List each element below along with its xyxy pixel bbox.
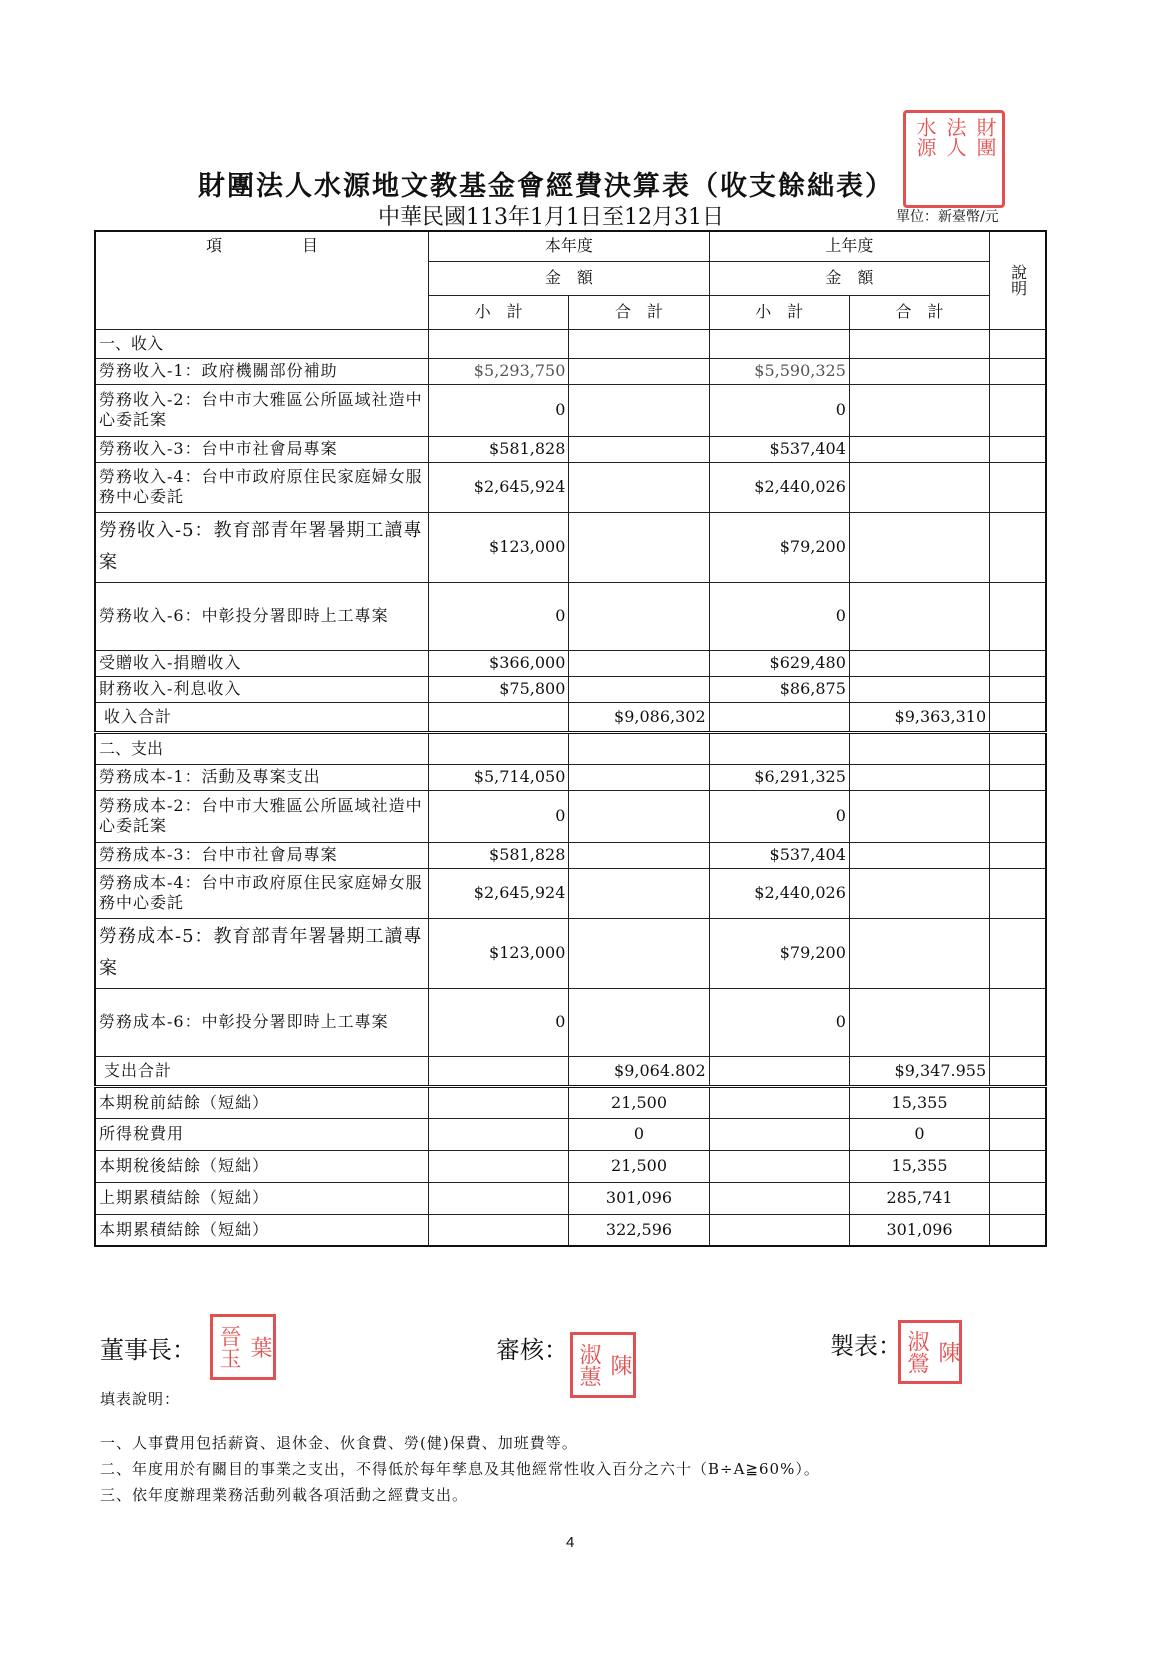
row-current-subtotal: $2,645,924: [429, 868, 569, 918]
header-prior-year: 上年度: [709, 231, 990, 261]
seal-text: 財團: [973, 117, 997, 157]
row-prior-subtotal: $6,291,325: [709, 764, 849, 790]
page-number: 4: [566, 1534, 575, 1551]
summary-row: [95, 1150, 1046, 1182]
summary-label: 所得稅費用: [95, 1118, 429, 1150]
row-prior-subtotal: 0: [709, 988, 849, 1056]
summary-row: [95, 1214, 1046, 1246]
table-row: [95, 358, 1046, 384]
row-current-subtotal: $366,000: [429, 650, 569, 676]
reviewer-seal-stamp: [570, 1332, 636, 1398]
table-row: [95, 918, 1046, 988]
row-item: 勞務成本-5：教育部青年署暑期工讀專案: [95, 918, 429, 988]
expense-total-prior: $9,347.955: [849, 1056, 989, 1086]
row-prior-subtotal: 0: [709, 384, 849, 436]
row-current-subtotal: 0: [429, 790, 569, 842]
header-note: 說明: [990, 231, 1046, 329]
summary-current: 21,500: [569, 1086, 709, 1118]
income-section-label: 一、收入: [95, 329, 429, 358]
row-current-subtotal: $5,714,050: [429, 764, 569, 790]
row-current-subtotal: $581,828: [429, 436, 569, 462]
reviewer-signature-label: 審核：: [496, 1336, 568, 1364]
currency-unit: 單位：新臺幣/元: [896, 209, 999, 225]
seal-text: 法人: [943, 117, 967, 157]
preparer-signature-label: 製表：: [830, 1332, 902, 1360]
preparer-seal-stamp: [898, 1320, 962, 1384]
income-total-current: $9,086,302: [569, 702, 709, 732]
table-row: [95, 462, 1046, 512]
table-row: [95, 790, 1046, 842]
summary-current: 21,500: [569, 1150, 709, 1182]
expense-section-label: 二、支出: [95, 732, 429, 764]
seal-text: 陳: [607, 1354, 632, 1376]
expense-total-current: $9,064.802: [569, 1056, 709, 1086]
seal-text: 淑蕙: [576, 1343, 601, 1387]
row-prior-subtotal: $5,590,325: [709, 358, 849, 384]
summary-row: [95, 1086, 1046, 1118]
table-row: [95, 582, 1046, 650]
summary-prior: 15,355: [849, 1150, 989, 1182]
income-total-row: [95, 702, 1046, 732]
row-item: 勞務成本-4：台中市政府原住民家庭婦女服務中心委託: [95, 868, 429, 918]
income-total-label: 收入合計: [95, 702, 429, 732]
seal-text: 陳: [935, 1341, 960, 1363]
table-row: [95, 988, 1046, 1056]
row-prior-subtotal: 0: [709, 790, 849, 842]
summary-current: 0: [569, 1118, 709, 1150]
row-prior-subtotal: $537,404: [709, 436, 849, 462]
summary-current: 301,096: [569, 1182, 709, 1214]
summary-row: [95, 1118, 1046, 1150]
row-item: 勞務成本-2：台中市大雅區公所區域社造中心委託案: [95, 790, 429, 842]
row-current-subtotal: 0: [429, 384, 569, 436]
seal-text: 葉: [247, 1336, 272, 1358]
summary-prior: 285,741: [849, 1182, 989, 1214]
header-amount-prior: 金 額: [709, 261, 990, 295]
seal-text: 淑鶯: [904, 1330, 929, 1374]
table-row: [95, 868, 1046, 918]
row-current-subtotal: $2,645,924: [429, 462, 569, 512]
table-row: [95, 676, 1046, 702]
header-subtotal-current: 小 計: [429, 295, 569, 329]
row-current-subtotal: 0: [429, 582, 569, 650]
header-amount-current: 金 額: [429, 261, 710, 295]
fiscal-period: 中華民國113年1月1日至12月31日: [378, 205, 724, 230]
note-line: 二、年度用於有關目的事業之支出，不得低於每年孳息及其他經常性收入百分之六十（B÷A≧60%）。: [100, 1460, 820, 1478]
document-title: 財團法人水源地文教基金會經費決算表（收支餘絀表）: [198, 171, 894, 202]
row-item: 勞務成本-3：台中市社會局專案: [95, 842, 429, 868]
row-prior-subtotal: $2,440,026: [709, 868, 849, 918]
row-prior-subtotal: $2,440,026: [709, 462, 849, 512]
header-current-year: 本年度: [429, 231, 710, 261]
chairman-seal-stamp: [210, 1314, 276, 1380]
row-item: 勞務收入-3：台中市社會局專案: [95, 436, 429, 462]
summary-label: 上期累積結餘（短絀）: [95, 1182, 429, 1214]
row-current-subtotal: $75,800: [429, 676, 569, 702]
row-item: 勞務收入-5：教育部青年署暑期工讀專案: [95, 512, 429, 582]
row-prior-subtotal: $86,875: [709, 676, 849, 702]
row-item: 勞務收入-1：政府機關部份補助: [95, 358, 429, 384]
row-current-subtotal: $581,828: [429, 842, 569, 868]
row-current-subtotal: $123,000: [429, 512, 569, 582]
chairman-signature-label: 董事長：: [100, 1336, 196, 1364]
note-line: 一、人事費用包括薪資、退休金、伙食費、勞(健)保費、加班費等。: [100, 1434, 578, 1452]
row-item: 勞務成本-6：中彰投分署即時上工專案: [95, 988, 429, 1056]
income-total-prior: $9,363,310: [849, 702, 989, 732]
row-item: 受贈收入-捐贈收入: [95, 650, 429, 676]
row-item: 財務收入-利息收入: [95, 676, 429, 702]
foundation-seal-stamp: [903, 110, 1005, 208]
summary-current: 322,596: [569, 1214, 709, 1246]
table-row: [95, 436, 1046, 462]
budget-statement-table: [94, 230, 1047, 1247]
header-subtotal-prior: 小 計: [709, 295, 849, 329]
seal-text: 水源: [913, 117, 937, 157]
summary-row: [95, 1182, 1046, 1214]
note-line: 三、依年度辦理業務活動列載各項活動之經費支出。: [100, 1486, 469, 1504]
table-row: [95, 650, 1046, 676]
table-row: [95, 512, 1046, 582]
table-row: [95, 764, 1046, 790]
notes-heading: 填表說明：: [100, 1390, 181, 1408]
expense-total-row: [95, 1056, 1046, 1086]
row-prior-subtotal: $79,200: [709, 918, 849, 988]
row-item: 勞務收入-4：台中市政府原住民家庭婦女服務中心委託: [95, 462, 429, 512]
row-prior-subtotal: $537,404: [709, 842, 849, 868]
row-current-subtotal: $123,000: [429, 918, 569, 988]
summary-label: 本期稅後結餘（短絀）: [95, 1150, 429, 1182]
summary-label: 本期稅前結餘（短絀）: [95, 1086, 429, 1118]
summary-prior: 0: [849, 1118, 989, 1150]
row-item: 勞務成本-1：活動及專案支出: [95, 764, 429, 790]
summary-prior: 15,355: [849, 1086, 989, 1118]
summary-label: 本期累積結餘（短絀）: [95, 1214, 429, 1246]
row-prior-subtotal: $629,480: [709, 650, 849, 676]
row-current-subtotal: $5,293,750: [429, 358, 569, 384]
header-item: 項 目: [95, 231, 429, 329]
summary-prior: 301,096: [849, 1214, 989, 1246]
header-total-prior: 合 計: [849, 295, 989, 329]
expense-total-label: 支出合計: [95, 1056, 429, 1086]
row-item: 勞務收入-6：中彰投分署即時上工專案: [95, 582, 429, 650]
table-row: [95, 384, 1046, 436]
header-total-current: 合 計: [569, 295, 709, 329]
table-row: [95, 842, 1046, 868]
row-prior-subtotal: $79,200: [709, 512, 849, 582]
row-item: 勞務收入-2：台中市大雅區公所區域社造中心委託案: [95, 384, 429, 436]
seal-text: 晉玉: [216, 1325, 241, 1369]
row-prior-subtotal: 0: [709, 582, 849, 650]
row-current-subtotal: 0: [429, 988, 569, 1056]
